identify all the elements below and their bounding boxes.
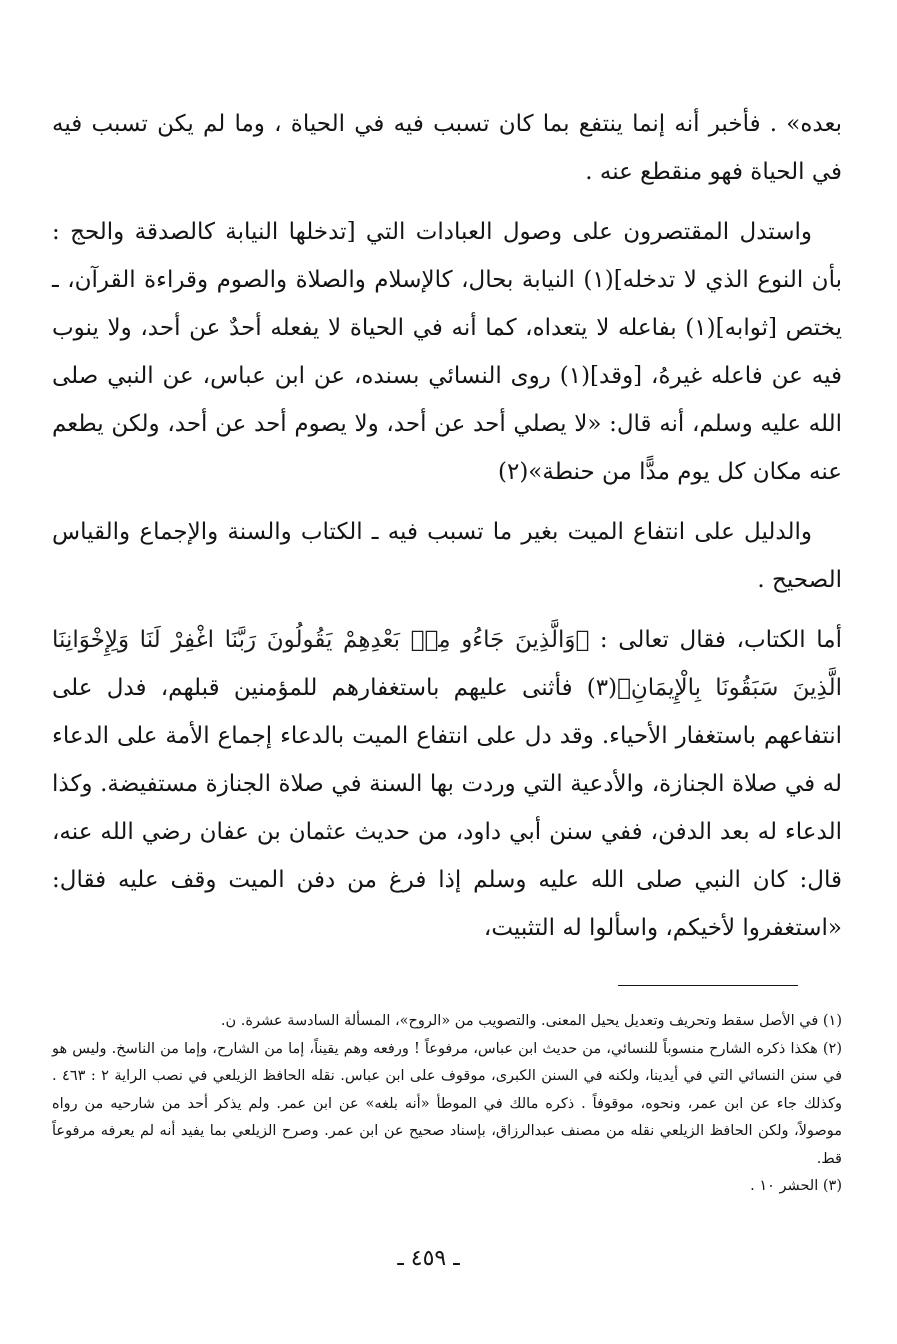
main-text — [52, 100, 842, 964]
paragraph-4-text — [52, 616, 842, 952]
paragraph-3-text: والدليل على انتفاع الميت بغير ما تسبب فيه ـ الكتاب والسنة والإجماع والقياس الصحيح . — [52, 519, 842, 593]
paragraph-1 — [52, 100, 842, 196]
footnote-2: (٢) هكذا ذكره الشارح منسوباً للنسائي، من حديث ابن عباس، مرفوعاً ! ورفعه وهم يقيناً، إما من الشارح، وإما من الناسخ. وليس هو في سنن النسائي التي في أيدينا، ولكنه في السنن الكبرى، موقوف على ابن عباس. نقله الحافظ الزيلعي في نصب الراية ٢ : ٤٦٣ . وكذلك جاء عن ابن عمر، ونحوه، موقوفاً . ذكره مالك في الموطأ «أنه بلغه» عن ابن عمر. ولم يذكر أحد من شارحيه من رواه موصولاً، ولكن الحافظ الزيلعي نقله من مصنف عبدالرزاق، بإسناد صحيح عن ابن عمر. وصرح الزيلعي بما يفيد أنه لم يعرفه مرفوعاً قط. — [52, 1040, 843, 1167]
footnotes — [52, 1008, 842, 1201]
paragraph-4-rest: (٣) فأثنى عليهم باستغفارهم للمؤمنين قبلهم، فدل على انتفاعهم باستغفار الأحياء. وقد دل على انتفاع الميت بالدعاء إجماع الأمة على الدعاء له في صلاة الجنازة، والأدعية التي وردت بها السنة في صلاة الجنازة مستفيضة. وكذا الدعاء له بعد الدفن، ففي سنن أبي داود، من حديث عثمان بن عفان رضي الله عنه، قال: كان النبي صلى الله عليه وسلم إذا فرغ من دفن الميت وقف عليه فقال: «استغفروا لأخيكم، واسألوا له التثبيت، — [52, 675, 842, 941]
footnote-separator — [618, 985, 798, 986]
paragraph-3 — [52, 508, 842, 604]
page-number: ـ ٤٥٩ ـ — [397, 1246, 460, 1271]
paragraph-1-text: بعده» . فأخبر أنه إنما ينتفع بما كان تسبب فيه في الحياة ، وما لم يكن تسبب فيه في الحياة فهو منقطع عنه . — [52, 111, 842, 185]
paragraph-4-intro: أما الكتاب، فقال تعالى : — [589, 627, 842, 653]
footnote-3: (٣) الحشر ١٠ . — [750, 1178, 842, 1194]
paragraph-4 — [52, 616, 842, 952]
footnote-1: (١) في الأصل سقط وتحريف وتعديل يحيل المعنى. والتصويب من «الروح»، المسألة السادسة عشرة. ن. — [220, 1013, 842, 1029]
quran-verse: ﴿وَالَّذِينَ جَاءُو مِنۢ بَعْدِهِمْ يَقُولُونَ رَبَّنَا اغْفِرْ لَنَا وَلِإِخْوَانِنَا الَّذِينَ سَبَقُونَا بِالْإِيمَانِ﴾ — [52, 627, 842, 701]
paragraph-2-text: واستدل المقتصرون على وصول العبادات التي [تدخلها النيابة كالصدقة والحج : بأن النوع الذي لا تدخله](١) النيابة بحال، كالإسلام والصلاة والصوم وقراءة القرآن، ـ يختص [ثوابه](١) بفاعله لا يتعداه، كما أنه في الحياة لا يفعله أحدٌ عن أحد، ولا ينوب فيه عن فاعله غيرهُ، [وقد](١) روى النسائي بسنده، عن ابن عباس، عن النبي صلى الله عليه وسلم، أنه قال: «لا يصلي أحد عن أحد، ولا يصوم أحد عن أحد، ولكن يطعم عنه مكان كل يوم مدًّا من حنطة»(٢) — [52, 219, 843, 485]
paragraph-2 — [52, 208, 842, 496]
